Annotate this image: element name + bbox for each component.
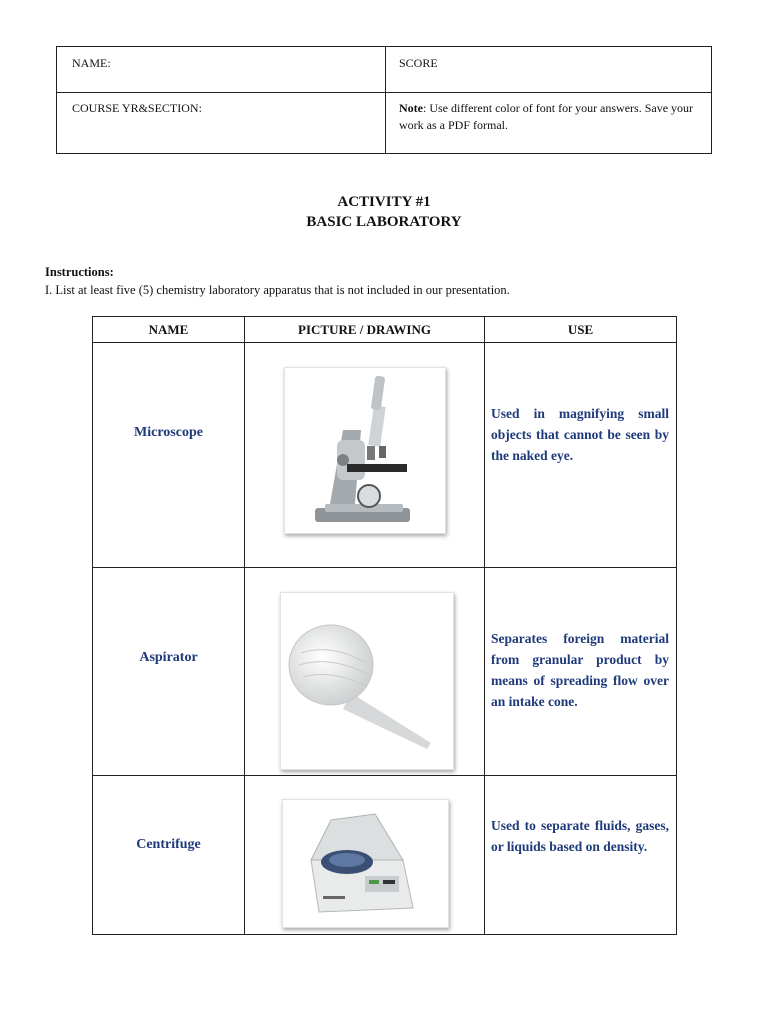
column-divider xyxy=(484,317,485,934)
course-section-label: COURSE YR&SECTION: xyxy=(72,101,202,115)
row-divider xyxy=(93,567,676,568)
score-label: SCORE xyxy=(399,56,438,70)
column-header-use: USE xyxy=(567,322,594,337)
note-body: : Use different color of font for your answers. Save your work as a PDF formal. xyxy=(399,101,694,132)
microscope-icon xyxy=(285,368,445,533)
aspirator-bulb-icon xyxy=(281,593,453,769)
row-name-aspirator: Aspirator xyxy=(139,650,198,665)
note-text xyxy=(399,100,704,134)
aspirator-bulb-image xyxy=(280,592,454,770)
row-use-centrifuge: Used to separate fluids, gases, or liquids based on density. xyxy=(491,818,669,854)
activity-subtitle: BASIC LABORATORY xyxy=(306,214,462,230)
name-label: NAME: xyxy=(72,56,111,70)
column-header-name: NAME xyxy=(148,322,189,337)
centrifuge-icon xyxy=(283,800,448,927)
row-divider xyxy=(93,775,676,776)
column-divider xyxy=(244,317,245,934)
instruction-item: I. List at least five (5) chemistry laboratory apparatus that is not included in our presentation. xyxy=(45,283,510,297)
note-bold: Note xyxy=(399,101,423,115)
row-use-microscope: Used in magnifying small objects that cannot be seen by the naked eye. xyxy=(491,406,669,463)
centrifuge-image xyxy=(282,799,449,928)
apparatus-table xyxy=(92,316,677,935)
divider xyxy=(385,47,386,153)
divider xyxy=(57,92,711,93)
microscope-image xyxy=(284,367,446,534)
row-name-microscope: Microscope xyxy=(134,425,203,440)
row-name-centrifuge: Centrifuge xyxy=(136,837,201,852)
row-use-aspirator: Separates foreign material from granular product by means of spreading flow over an intake cone. xyxy=(491,631,669,709)
instructions-heading: Instructions: xyxy=(45,265,114,279)
activity-title: ACTIVITY #1 xyxy=(337,194,431,210)
student-info-box xyxy=(56,46,712,154)
row-divider xyxy=(93,342,676,343)
column-header-picture: PICTURE / DRAWING xyxy=(298,322,431,337)
